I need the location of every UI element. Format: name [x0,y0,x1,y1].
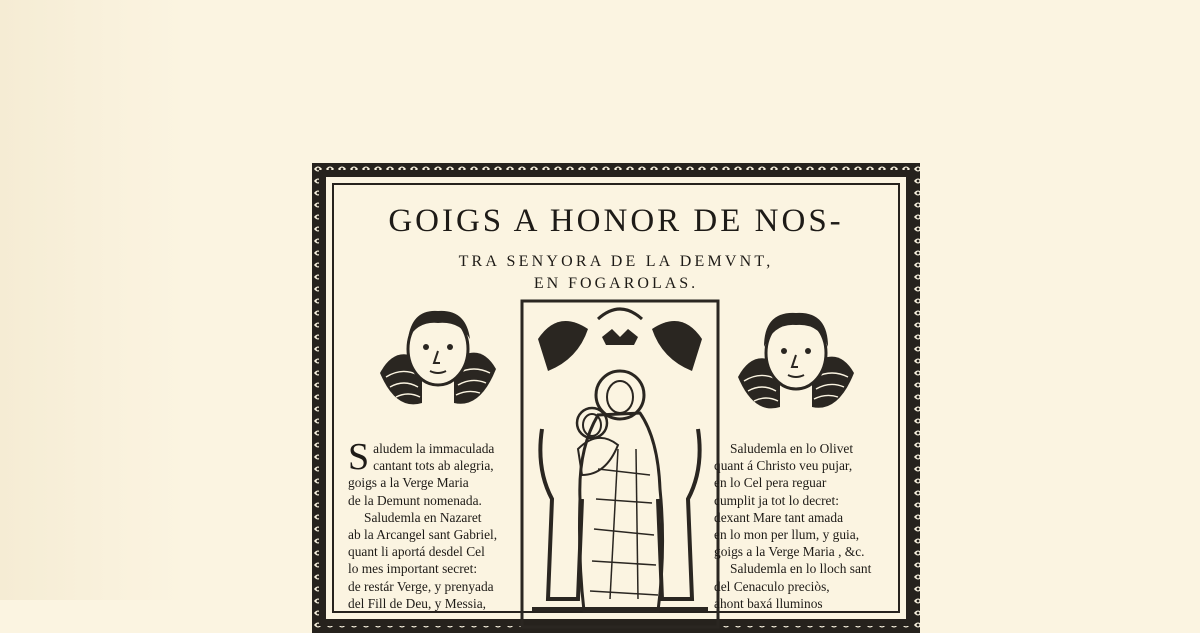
verse-line: de restár Verge, y prenyada [348,578,494,594]
verse-line: de la Demunt nomenada. [348,492,482,508]
verse-line: lo mes important secret: [348,561,478,577]
verse-line: aludem la immaculada [373,441,495,456]
verse-line: goigs a la Verge Maria , &c. [714,544,865,560]
left-cherub-image [376,303,500,419]
verse-line: del Cenaculo preciòs, [714,578,830,594]
drop-cap-letter: S [348,436,370,478]
verse-line: en lo mon per llum, y guia, [714,527,860,543]
verse-line: Saludemla en lo lloch sant [730,561,872,577]
verse-line: cantant tots ab alegria, [373,458,494,474]
right-verse-column [714,440,914,612]
title-line-3: EN FOGAROLAS. [533,275,699,292]
title-line-2: TRA SENYORA DE LA DEMVNT, [458,253,774,270]
verse-line: en lo Cel pera reguar [714,475,827,491]
paper-background-shade [0,0,185,600]
verse-line: dexant Mare tant amada [714,509,844,525]
left-verse-column [348,436,538,612]
right-cherub-image [734,307,858,423]
verse-line: del Fill de Deu, y Messia, [348,595,486,611]
verse-line: goigs a la Verge Maria [348,475,469,491]
verse-line: Saludemla en lo Olivet [730,441,854,456]
verse-line: quant á Christo veu pujar, [714,458,853,474]
verse-line: Saludemla en Nazaret [364,509,482,525]
title-line-1: GOIGS A HONOR DE NOS- [388,203,844,239]
verse-line: cumplit ja tot lo decret: [714,492,839,508]
verse-line: quant li aportá desdel Cel [348,544,485,560]
printed-sheet [312,163,920,633]
verse-line: ahont baxá lluminos [714,595,823,611]
verse-line: ab la Arcangel sant Gabriel, [348,527,498,543]
madonna-and-child-woodcut [518,299,722,629]
